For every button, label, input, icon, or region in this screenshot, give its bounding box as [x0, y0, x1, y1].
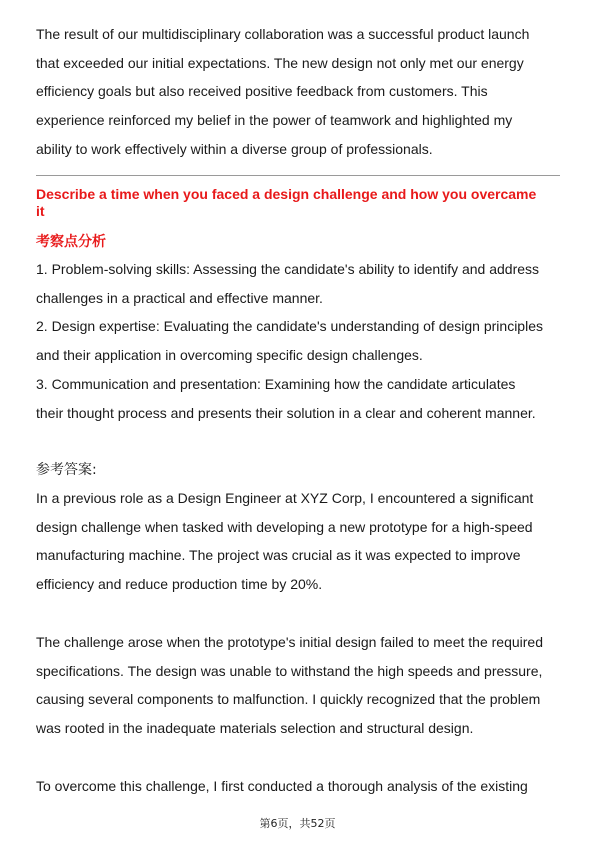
- answer-paragraph: [36, 484, 533, 599]
- reference-answer-heading: 参考答案:: [36, 462, 97, 478]
- text-line: To overcome this challenge, I first conducted a thorough analysis of the existing: [36, 778, 528, 794]
- assessment-points: [36, 255, 543, 427]
- text-line: experience reinforced my belief in the power of teamwork and highlighted my: [36, 112, 513, 129]
- text-line: The challenge arose when the prototype's initial design failed to meet the required: [36, 634, 543, 650]
- point-line: 2. Design expertise: Evaluating the candidate's understanding of design principles: [36, 318, 543, 335]
- text-line: was rooted in the inadequate materials selection and structural design.: [36, 720, 474, 737]
- text-line: causing several components to malfunction. I quickly recognized that the problem: [36, 691, 541, 708]
- question-line: Describe a time when you faced a design challenge and how you overcame: [36, 186, 537, 202]
- text-line: ability to work effectively within a diverse group of professionals.: [36, 140, 433, 157]
- text-line: efficiency and reduce production time by 20%.: [36, 576, 323, 593]
- question-line: it: [36, 203, 45, 219]
- text-line: efficiency goals but also received positive feedback from customers. This: [36, 83, 488, 100]
- text-line: specifications. The design was unable to withstand the high speeds and pressure,: [36, 662, 543, 679]
- text-line: design challenge when tasked with developing a new prototype for a high-speed: [36, 518, 533, 535]
- text-line: The result of our multidisciplinary collaboration was a successful product launch: [36, 26, 530, 42]
- question-heading: [36, 186, 560, 220]
- point-line: challenges in a practical and effective manner.: [36, 289, 323, 306]
- answer-paragraph: [36, 628, 543, 743]
- text-line: that exceeded our initial expectations. The new design not only met our energy: [36, 54, 524, 71]
- text-line: manufacturing machine. The project was crucial as it was expected to improve: [36, 547, 521, 564]
- section-divider: [36, 175, 560, 176]
- point-line: and their application in overcoming specific design challenges.: [36, 347, 423, 364]
- text-line: In a previous role as a Design Engineer at XYZ Corp, I encountered a significant: [36, 490, 534, 506]
- answer-paragraph: [36, 772, 528, 801]
- point-line: 3. Communication and presentation: Examining how the candidate articulates: [36, 375, 516, 392]
- analysis-heading: 考察点分析: [36, 234, 106, 250]
- page-footer: 第6页，共52页: [259, 817, 336, 830]
- point-line: their thought process and presents their solution in a clear and coherent manner.: [36, 404, 536, 421]
- point-line: 1. Problem-solving skills: Assessing the candidate's ability to identify and address: [36, 261, 540, 277]
- intro-paragraph: [36, 20, 529, 164]
